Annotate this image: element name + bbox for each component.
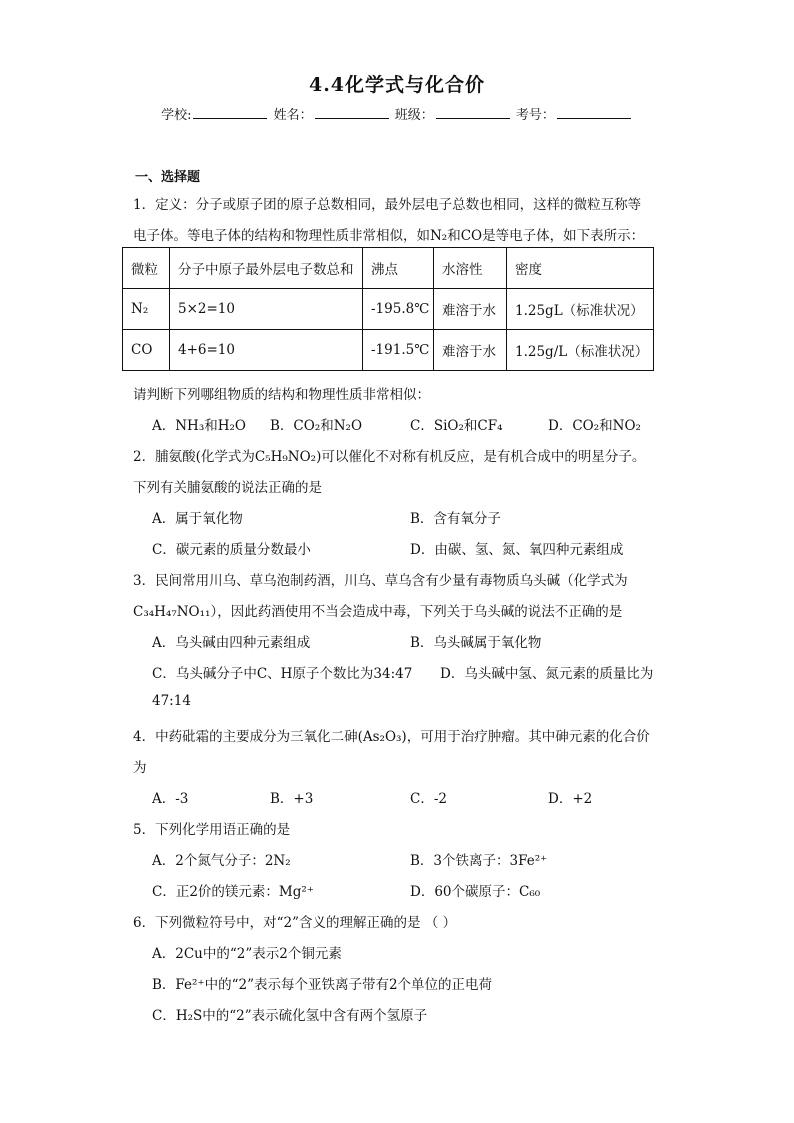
q3-option-d-continued: 47:14	[152, 693, 191, 709]
table-header-cell: 密度	[507, 248, 654, 289]
table-cell: 1.25gL（标准状况）	[507, 289, 654, 330]
q2-line2: 下列有关脯氨酸的说法正确的是	[133, 480, 322, 496]
q2-line1: 2．脯氨酸(化学式为C₅H₉NO₂)可以催化不对称有机反应，是有机合成中的明星分子。	[133, 449, 646, 465]
q5-option-a[interactable]: A．2个氮气分子：2N₂	[152, 853, 291, 869]
table-row	[123, 289, 654, 330]
q1-line1: 1．定义：分子或原子团的原子总数相同，最外层电子总数也相同，这样的微粒互称等	[133, 197, 642, 213]
q4-line1: 4．中药砒霜的主要成分为三氧化二砷(As₂O₃)，可用于治疗肿瘤。其中砷元素的化合价	[133, 729, 650, 745]
table-cell: -191.5℃	[363, 330, 434, 371]
table-cell: N₂	[123, 289, 170, 330]
table-header-row	[123, 248, 654, 289]
q1-option-b[interactable]: B．CO₂和N₂O	[270, 418, 363, 434]
name-blank[interactable]	[315, 106, 389, 119]
q4-option-d[interactable]: D．+2	[548, 791, 593, 807]
q4-option-c[interactable]: C．-2	[410, 791, 447, 807]
q6-option-c[interactable]: C．H₂S中的“2”表示硫化氢中含有两个氢原子	[152, 1008, 428, 1024]
q5-option-d[interactable]: D．60个碳原子：C₆₀	[410, 884, 541, 900]
q5-option-c[interactable]: C．正2价的镁元素：Mg²⁺	[152, 884, 314, 900]
q2-option-c[interactable]: C．碳元素的质量分数最小	[152, 542, 311, 558]
q6-option-a[interactable]: A．2Cu中的“2”表示2个铜元素	[152, 946, 342, 962]
table-cell: CO	[123, 330, 170, 371]
q1-option-c[interactable]: C．SiO₂和CF₄	[410, 418, 503, 434]
q6-option-b[interactable]: B．Fe²⁺中的“2”表示每个亚铁离子带有2个单位的正电荷	[152, 977, 493, 993]
q3-option-c[interactable]: C．乌头碱分子中C、H原子个数比为34:47	[152, 666, 413, 682]
q3-line1: 3．民间常用川乌、草乌泡制药酒，川乌、草乌含有少量有毒物质乌头碱（化学式为	[133, 573, 628, 589]
table-cell: 难溶于水	[434, 289, 507, 330]
q2-option-d[interactable]: D．由碳、氢、氮、氧四种元素组成	[410, 542, 624, 558]
name-label: 姓名：	[273, 108, 313, 123]
q2-option-b[interactable]: B．含有氧分子	[410, 511, 501, 527]
q5-option-b[interactable]: B．3个铁离子：3Fe²⁺	[410, 853, 548, 869]
q1-option-a[interactable]: A．NH₃和H₂O	[152, 418, 246, 434]
table-cell: 4+6=10	[170, 330, 363, 371]
q3-option-a[interactable]: A．乌头碱由四种元素组成	[152, 635, 311, 651]
page-title: 4.4化学式与化合价	[308, 74, 486, 96]
q4-option-a[interactable]: A．-3	[152, 791, 189, 807]
q1-option-d[interactable]: D．CO₂和NO₂	[548, 418, 641, 434]
table-row	[123, 330, 654, 371]
q3-option-d[interactable]: D．乌头碱中氢、氮元素的质量比为	[440, 666, 654, 682]
q1-stem: 请判断下列哪组物质的结构和物理性质非常相似：	[133, 387, 430, 403]
table-cell: 1.25g/L（标准状况）	[507, 330, 654, 371]
table-cell: 难溶于水	[434, 330, 507, 371]
school-blank[interactable]	[193, 106, 267, 119]
student-info-line	[0, 104, 794, 123]
table-header-cell: 微粒	[123, 248, 170, 289]
class-blank[interactable]	[436, 106, 510, 119]
q4-line2: 为	[133, 760, 147, 776]
school-label: 学校:	[161, 108, 192, 123]
exam-number-label: 考号：	[515, 108, 555, 123]
q6-line1: 6．下列微粒符号中，对“2”含义的理解正确的是 （ ）	[133, 915, 457, 931]
class-label: 班级：	[394, 108, 434, 123]
q5-line1: 5．下列化学用语正确的是	[133, 822, 291, 838]
table-header-cell: 沸点	[363, 248, 434, 289]
q4-option-b[interactable]: B．+3	[270, 791, 314, 807]
q3-option-b[interactable]: B．乌头碱属于氧化物	[410, 635, 542, 651]
section-title: 一、选择题	[135, 170, 201, 185]
q3-line2: C₃₄H₄₇NO₁₁），因此药酒使用不当会造成中毒，下列关于乌头碱的说法不正确的是	[133, 604, 623, 620]
q2-option-a[interactable]: A．属于氧化物	[152, 511, 243, 527]
table-cell: -195.8℃	[363, 289, 434, 330]
table-cell: 5×2=10	[170, 289, 363, 330]
isoelectronic-table	[122, 247, 654, 371]
exam-number-blank[interactable]	[557, 106, 631, 119]
table-header-cell: 分子中原子最外层电子数总和	[170, 248, 363, 289]
q1-line2: 电子体。等电子体的结构和物理性质非常相似，如N₂和CO是等电子体，如下表所示：	[133, 228, 645, 244]
table-header-cell: 水溶性	[434, 248, 507, 289]
